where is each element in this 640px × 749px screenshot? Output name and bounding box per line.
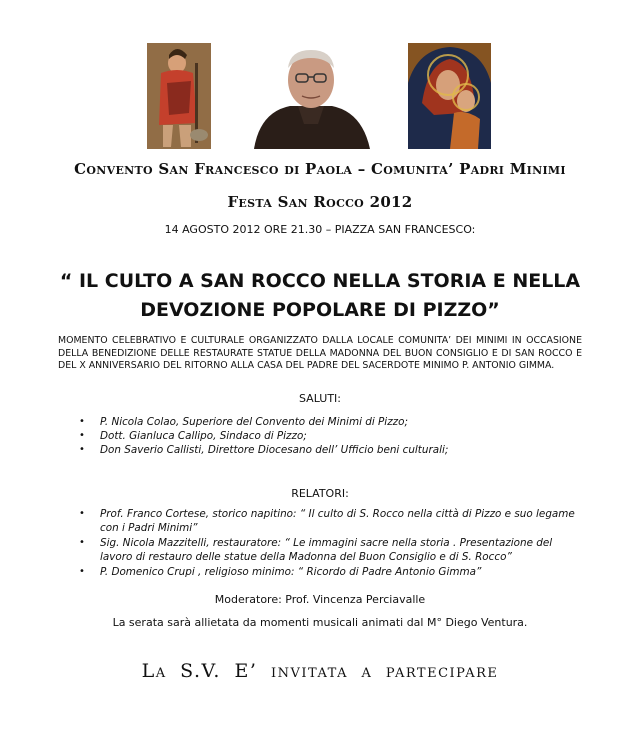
madonna-icon-image (408, 43, 491, 149)
list-item: • Sig. Nicola Mazzitelli, restauratore: “ Le immagini sacre nella storia . Presentazione del lavoro di restauro delle statue della Madonna del Buon Consiglio e di S. Rocco” (79, 536, 585, 564)
saluti-list (79, 415, 599, 457)
event-title-line-1: “ IL CULTO A SAN ROCCO NELLA STORIA E NELLA (59, 270, 581, 292)
relatori-list (79, 507, 585, 580)
intro-paragraph: MOMENTO CELEBRATIVO E CULTURALE ORGANIZZATO DALLA LOCALE COMUNITA’ DEI MINIMI IN OCCASIONE DELLA BENEDIZIONE DELLE RESTAURATE STATUE DELLA MADONNA DEL BUON CONSIGLIO E DI SAN ROCCO E DEL X ANNIVERSARIO DEL RITORNO ALLA CASA DEL PADRE DEL SACERDOTE MINIMO P. ANTONIO GIMMA. (58, 335, 582, 372)
event-title (0, 267, 640, 325)
serata-line: La serata sarà allietata da momenti musicali animati dal M° Diego Ventura. (112, 616, 528, 629)
date-place-line: 14 AGOSTO 2012 ORE 21.30 – PIAZZA SAN FRANCESCO: (164, 223, 476, 236)
saluti-heading: SALUTI: (298, 392, 341, 405)
festa-heading: Festa San Rocco 2012 (227, 193, 413, 211)
priest-portrait-image (240, 40, 382, 149)
convento-heading: Convento San Francesco di Paola – Comunita’ Padri Minimi (74, 160, 566, 178)
moderatore-line: Moderatore: Prof. Vincenza Perciavalle (214, 593, 426, 606)
san-rocco-image (147, 43, 211, 149)
invitation-line: La S.V. E’ invitata a partecipare (141, 660, 499, 682)
list-item: • P. Domenico Crupi , religioso minimo: “ Ricordo di Padre Antonio Gimma” (79, 565, 585, 579)
event-title-line-2: DEVOZIONE POPOLARE DI PIZZO” (140, 299, 500, 321)
relatori-heading: RELATORI: (291, 487, 349, 500)
list-item: • Prof. Franco Cortese, storico napitino: “ Il culto di S. Rocco nella città di Pizzo e suo legame con i Padri Minimi” (79, 507, 585, 535)
list-item: • Don Saverio Callisti, Direttore Diocesano dell’ Ufficio beni culturali; (79, 443, 599, 457)
list-item: • P. Nicola Colao, Superiore del Convento dei Minimi di Pizzo; (79, 415, 599, 429)
list-item: • Dott. Gianluca Callipo, Sindaco di Pizzo; (79, 429, 599, 443)
